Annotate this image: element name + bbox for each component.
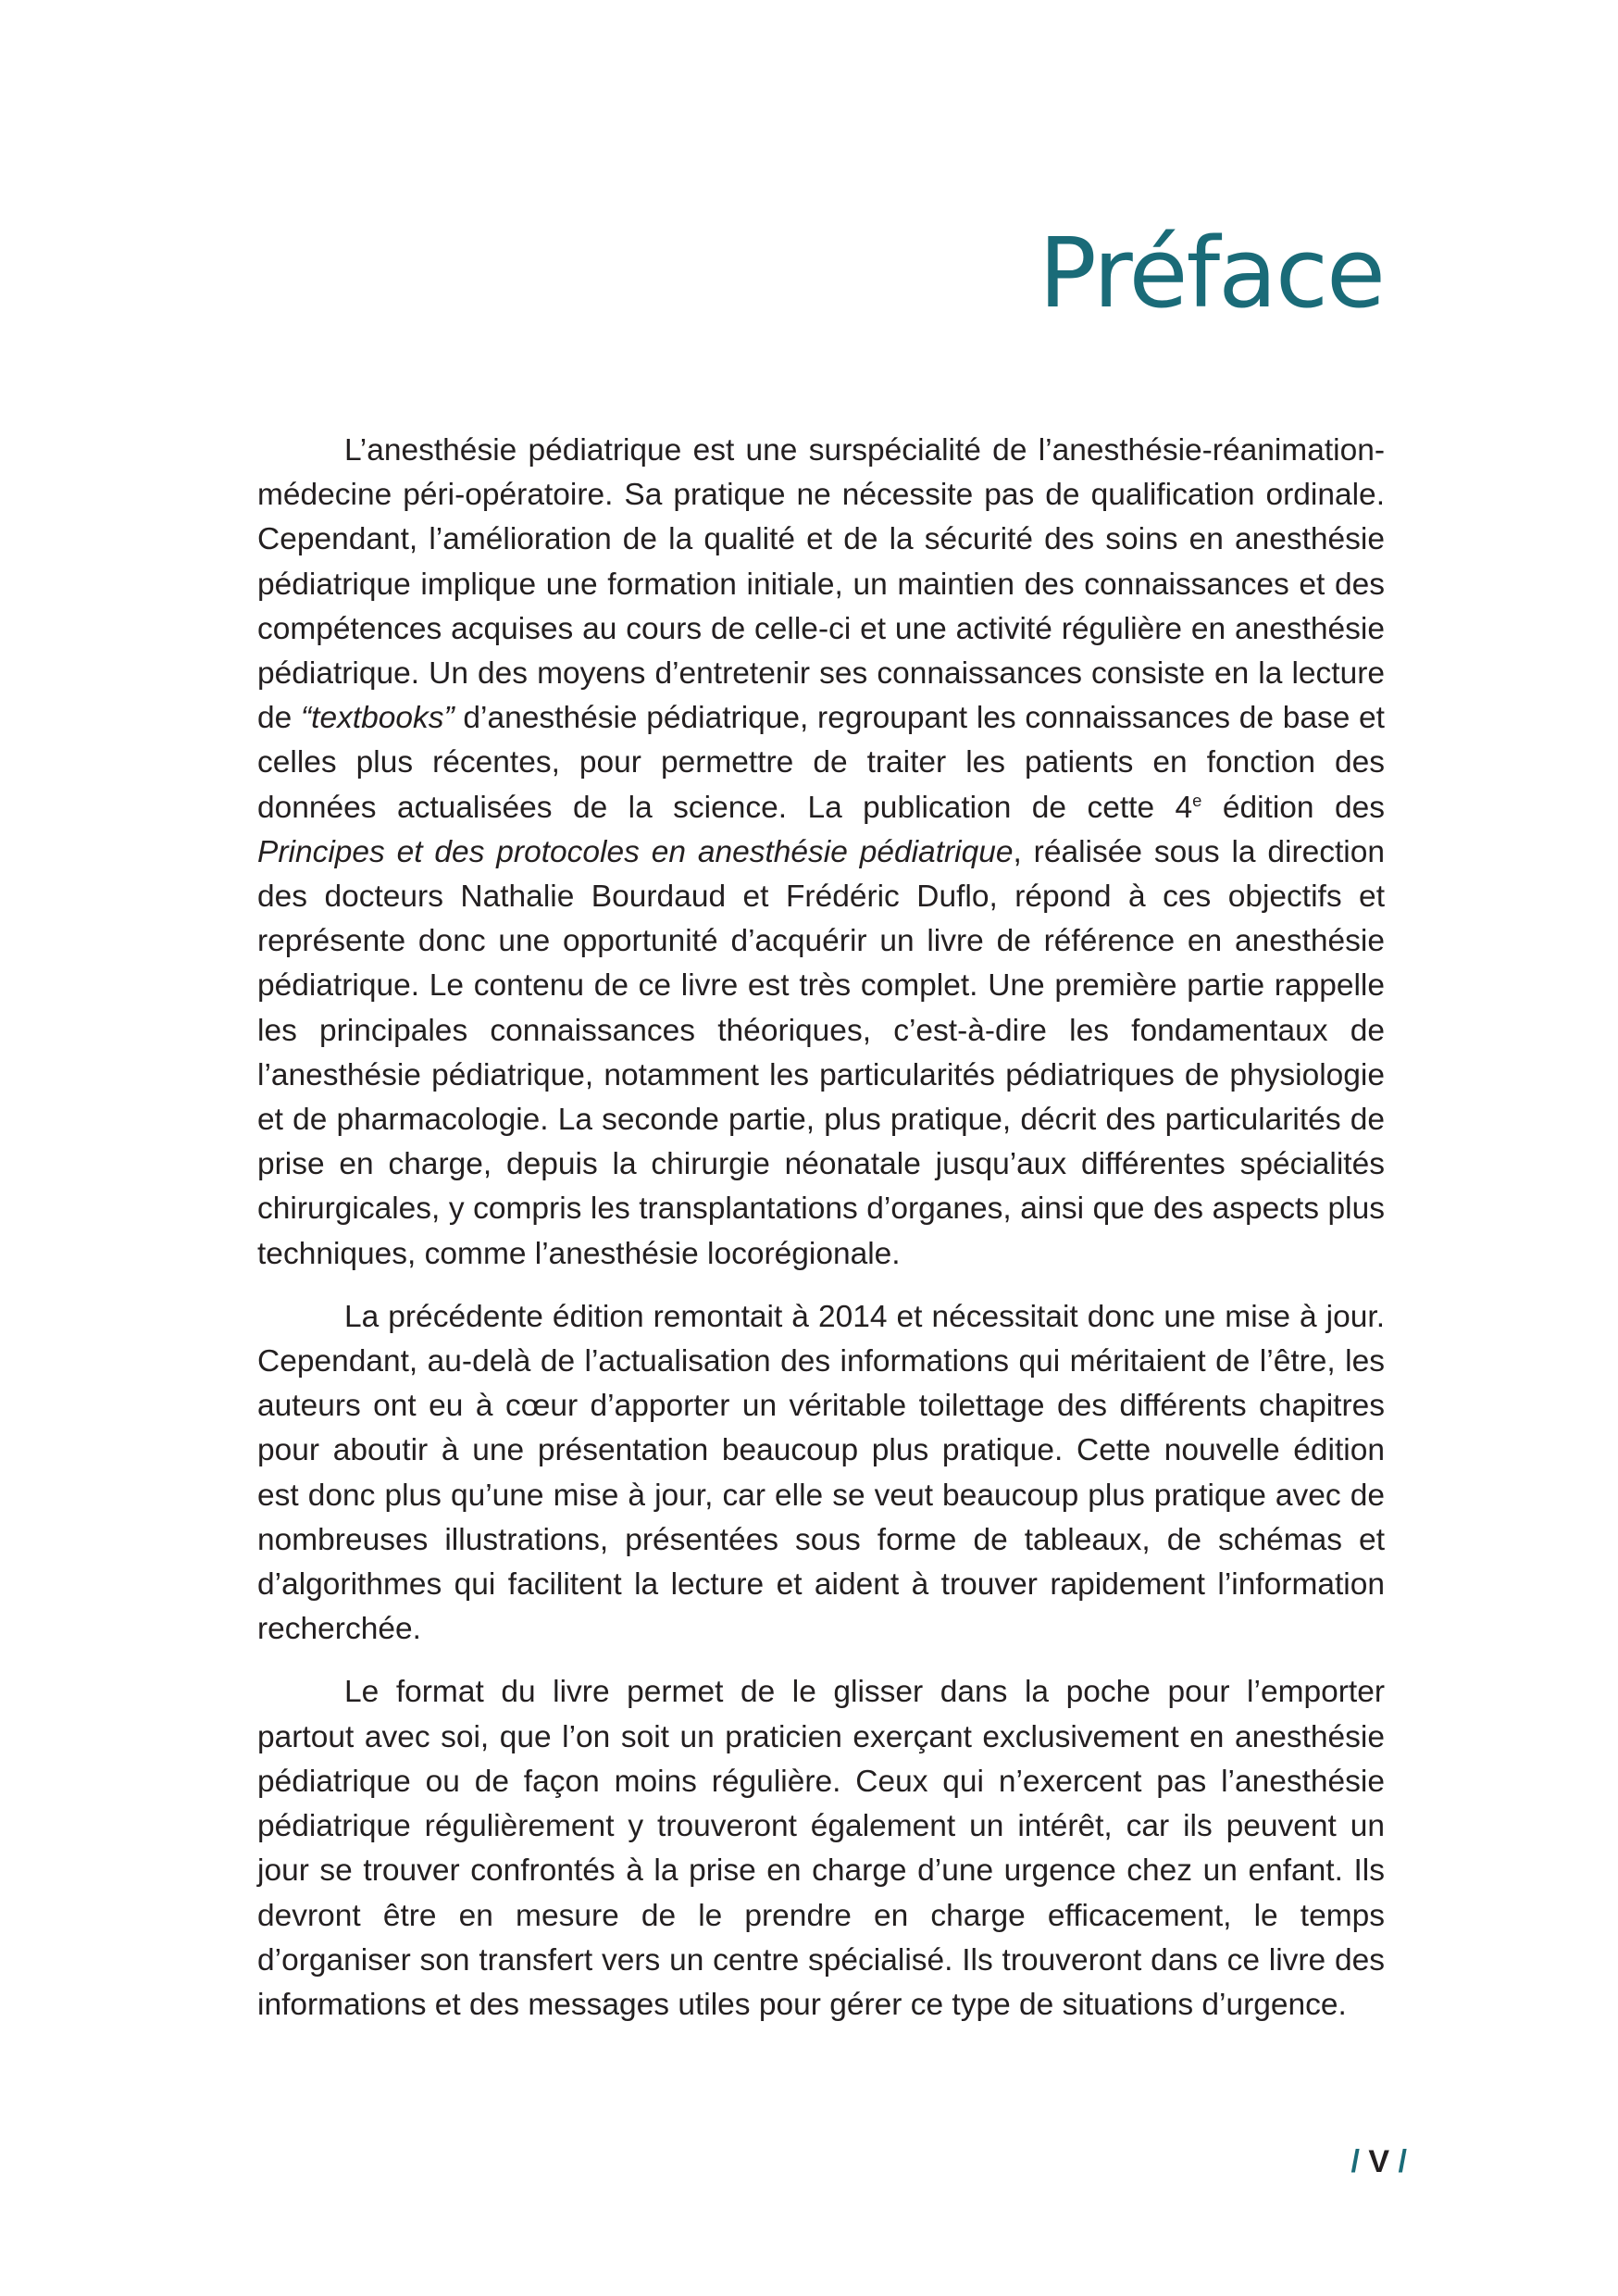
paragraph-1-text-a: L’anesthésie pédiatrique est une surspécialité de l’anesthésie-réanimation-médecine péri-opératoire. Sa pratique ne nécessite pas de qualification ordinale. Cependant, l’amélioration de la qualité et de la sécurité des soins en anesthésie pédiatrique implique une formation initiale, un maintien des connaissances et des compétences acquises au cours de celle-ci et une activité régulière en anesthésie pédiatrique. Un des moyens d’entretenir ses connaissances consiste en la lecture de	[257, 433, 1385, 736]
folio-slash-right: /	[1389, 2144, 1407, 2179]
paragraph-1-text-c: édition des	[1201, 790, 1385, 825]
folio-number: V	[1368, 2144, 1390, 2179]
paragraph-1	[257, 429, 1385, 1277]
book-title: Principes et des protocoles en anesthésie pédiatrique	[257, 834, 1014, 869]
textbooks-term: “textbooks”	[301, 701, 454, 736]
preface-body	[257, 429, 1385, 2046]
paragraph-1-text-d: , réalisée sous la direction des docteurs Nathalie Bourdaud et Frédéric Duflo, répond à ces objectifs et représente donc une opportunité d’acquérir un livre de référence en anesthésie pédiatrique. Le contenu de ce livre est très complet. Une première partie rappelle les principales connaissances théoriques, c’est-à-dire les fondamentaux de l’anesthésie pédiatrique, notamment les particularités pédiatriques de physiologie et de pharmacologie. La seconde partie, plus pratique, décrit des particularités de prise en charge, depuis la chirurgie néonatale jusqu’aux différentes spécialités chirurgicales, y compris les transplantations d’organes, ainsi que des aspects plus techniques, comme l’anesthésie locorégionale.	[257, 834, 1386, 1271]
folio-slash-left: /	[1350, 2144, 1369, 2179]
paragraph-1-text-b: d’anesthésie pédiatrique, regroupant les connaissances de base et celles plus récentes, pour permettre de traiter les patients en fonction des données actualisées de la science. La publication de cette 4	[257, 701, 1385, 825]
page-title: Préface	[1039, 217, 1384, 330]
edition-superscript: e	[1192, 790, 1202, 810]
page-number	[1351, 2146, 1408, 2177]
paragraph-3: Le format du livre permet de le glisser dans la poche pour l’emporter partout avec soi, que l’on soit un praticien exerçant exclusivement en anesthésie pédiatrique ou de façon moins régulière. Ceux qui n’exercent pas l’anesthésie pédiatrique régulièrement y trouveront également un intérêt, car ils peuvent un jour se trouver confrontés à la prise en charge d’une urgence chez un enfant. Ils devront être en mesure de le prendre en charge efficacement, le temps d’organiser son transfert vers un centre spécialisé. Ils trouveront dans ce livre des informations et des messages utiles pour gérer ce type de situations d’urgence.	[257, 1675, 1385, 2022]
paragraph-2: La précédente édition remontait à 2014 et nécessitait donc une mise à jour. Cependant, au-delà de l’actualisation des informations qui méritaient de l’être, les auteurs ont eu à cœur d’apporter un véritable toilettage des différents chapitres pour aboutir à une présentation beaucoup plus pratique. Cette nouvelle édition est donc plus qu’une mise à jour, car elle se veut beaucoup plus pratique avec de nombreuses illustrations, présentées sous forme de tableaux, de schémas et d’algorithmes qui facilitent la lecture et aident à trouver rapidement l’information recherchée.	[257, 1299, 1385, 1647]
